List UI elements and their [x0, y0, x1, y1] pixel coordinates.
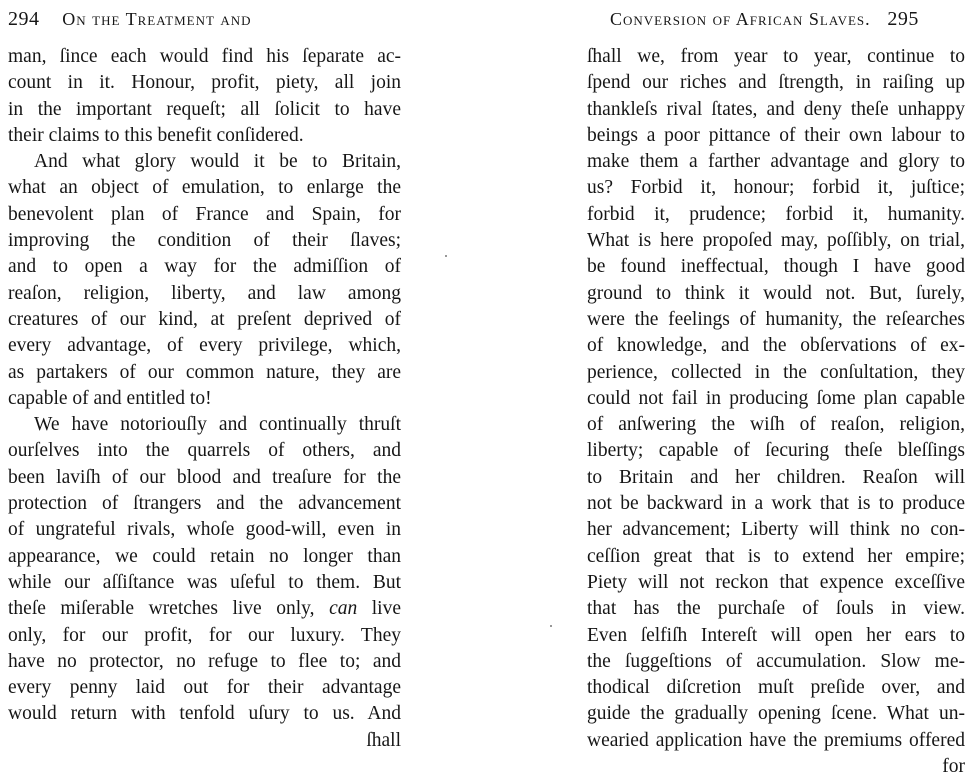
- text-line: not be backward in a work that is to produce: [587, 493, 965, 515]
- text-line: guide the gradually opening ſcene. What un-: [587, 703, 965, 725]
- right-page: [490, 0, 980, 778]
- text-line: ſhall: [366, 729, 401, 751]
- text-line: for: [942, 756, 965, 778]
- text-line: Even ſelfiſh Intereſt will open her ears to: [587, 624, 965, 646]
- text-line: what an object of emulation, to enlarge the: [8, 177, 401, 199]
- paper-speck: [550, 625, 552, 627]
- text-line: wearied application have the premiums offered: [587, 729, 965, 751]
- line-text: live: [357, 598, 402, 620]
- running-head: On the Treatment and: [62, 9, 252, 29]
- text-line: count in it. Honour, profit, piety, all join: [8, 72, 401, 94]
- right-page-text: [587, 44, 965, 780]
- text-line: liberty; capable of ſecuring theſe bleſſings: [587, 440, 965, 462]
- text-line: of anſwering the wiſh of reaſon, religion,: [587, 414, 965, 436]
- text-line: improving the condition of their ſlaves;: [8, 230, 401, 252]
- text-line: of ungrateful rivals, whoſe good-will, even in: [8, 519, 401, 541]
- text-line: creatures of our kind, at preſent deprived of: [8, 308, 401, 330]
- text-line: that has the purchaſe of ſouls in view.: [587, 598, 965, 620]
- text-line: every penny laid out for their advantage: [8, 677, 401, 699]
- page-number: 294: [8, 8, 40, 30]
- text-line: only, for our profit, for our luxury. They: [8, 624, 401, 646]
- text-line: ourſelves into the quarrels of others, and: [8, 440, 401, 462]
- text-line: Piety will not reckon that expence exceſſive: [587, 571, 965, 593]
- text-line: reaſon, religion, liberty, and law among: [8, 282, 401, 304]
- text-line: We have notoriouſly and continually thruſt: [34, 414, 401, 436]
- text-line: every advantage, of every privilege, which,: [8, 335, 401, 357]
- text-line: her advancement; Liberty will think no con-: [587, 519, 965, 541]
- text-line: What is here propoſed may, poſſibly, on trial,: [587, 230, 965, 252]
- text-line: ground to think it would not. But, ſurely,: [587, 282, 965, 304]
- text-line: ceſſion great that is to extend her empire;: [587, 545, 965, 567]
- text-line: And what glory would it be to Britain,: [34, 151, 401, 173]
- text-line: thankleſs rival ſtates, and deny theſe unhappy: [587, 98, 965, 120]
- text-line: capable of and entitled to!: [8, 387, 212, 409]
- paper-speck: [445, 255, 447, 257]
- text-line: could not fail in producing ſome plan capable: [587, 387, 965, 409]
- text-line: ſpend our riches and ſtrength, in raiſing up: [587, 72, 965, 94]
- text-line: would return with tenfold uſury to us. And: [8, 703, 401, 725]
- text-line: man, ſince each would find his ſeparate ac-: [8, 46, 401, 67]
- text-line: perience, collected in the conſultation, they: [587, 361, 965, 383]
- text-line: and to open a way for the admiſſion of: [8, 256, 401, 278]
- text-line: thodical diſcretion muſt preſide over, and: [587, 677, 965, 699]
- left-page-header: [8, 8, 252, 32]
- text-line: the ſuggeſtions of accumulation. Slow me-: [587, 650, 965, 672]
- text-line: of knowledge, and the obſervations of ex-: [587, 335, 965, 357]
- text-line: protection of ſtrangers and the advancement: [8, 493, 401, 515]
- line-text: theſe miſerable wretches live only,: [8, 598, 330, 620]
- text-line: as partakers of our common nature, they are: [8, 361, 401, 383]
- text-line: make them a farther advantage and glory to: [587, 151, 965, 173]
- left-page-text: [8, 44, 401, 754]
- text-line: while our aſſiſtance was uſeful to them. But: [8, 571, 401, 593]
- running-head: Conversion of African Slaves.: [610, 9, 871, 29]
- text-line: be found ineffectual, though I have good: [587, 256, 965, 278]
- text-line: forbid it, prudence; forbid it, humanity.: [587, 203, 965, 225]
- text-line: their claims to this benefit conſidered.: [8, 124, 304, 146]
- left-page: [0, 0, 490, 754]
- emphasized-word: can: [329, 598, 358, 620]
- page-number: 295: [887, 8, 919, 30]
- text-line: in the important requeſt; all ſolicit to have: [8, 98, 401, 120]
- right-page-header: [610, 8, 919, 32]
- text-line: [8, 596, 401, 622]
- text-line: ſhall we, from year to year, continue to: [587, 46, 965, 67]
- text-line: appearance, we could retain no longer than: [8, 545, 401, 567]
- text-line: us? Forbid it, honour; forbid it, juſtice;: [587, 177, 965, 199]
- text-line: to Britain and her children. Reaſon will: [587, 466, 965, 488]
- text-line: have no protector, no refuge to flee to; and: [8, 650, 401, 672]
- text-line: were the feelings of humanity, the reſearches: [587, 308, 965, 330]
- text-line: benevolent plan of France and Spain, for: [8, 203, 401, 225]
- text-line: been laviſh of our blood and treaſure for the: [8, 466, 401, 488]
- text-line: beings a poor pittance of their own labour to: [587, 124, 965, 146]
